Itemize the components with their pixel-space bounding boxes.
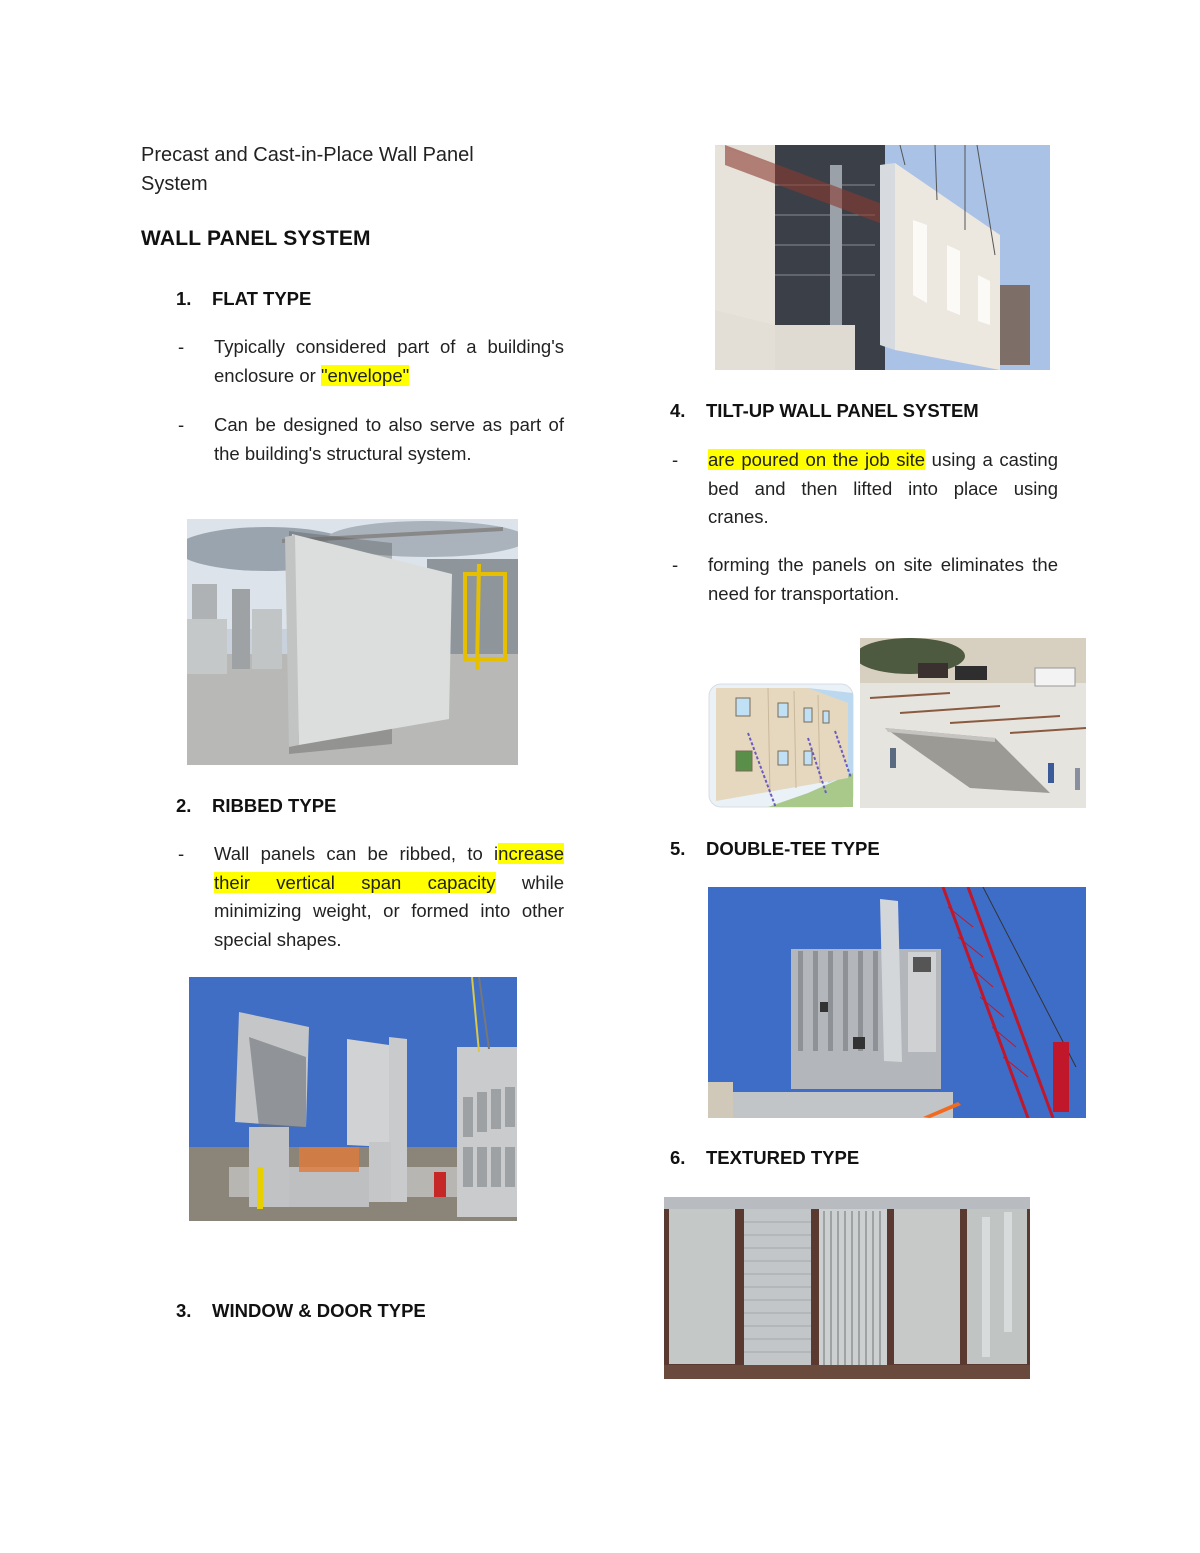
section-title: TEXTURED TYPE	[706, 1147, 860, 1168]
bullet-item	[176, 411, 564, 468]
bullet-item	[176, 840, 564, 954]
section-heading-textured-type	[670, 1147, 859, 1169]
flat-panel-photo	[187, 519, 518, 765]
section-heading-flat-type	[176, 288, 311, 310]
textured-panels-photo	[664, 1197, 1030, 1379]
section-number: 6.	[670, 1147, 686, 1168]
bullet-item	[670, 551, 1058, 608]
double-tee-photo	[708, 887, 1086, 1118]
section-title: WINDOW & DOOR TYPE	[212, 1300, 426, 1321]
tilt-up-photo	[860, 638, 1086, 808]
section-title: FLAT TYPE	[212, 288, 312, 309]
bullet-dash: -	[672, 449, 679, 470]
section-number: 1.	[176, 288, 192, 309]
bullet-dash: -	[178, 336, 185, 357]
highlighted-text: ncrease their vertical span capacity	[214, 843, 564, 893]
document-title-line1: Precast and Cast-in-Place Wall Panel	[141, 144, 474, 166]
bullet-dash: -	[178, 414, 185, 435]
section-heading-tilt-up	[670, 400, 979, 422]
highlighted-text: "envelope"	[320, 364, 410, 386]
main-heading: WALL PANEL SYSTEM	[141, 227, 371, 250]
section-number: 2.	[176, 795, 192, 816]
bullet-dash: -	[672, 554, 679, 575]
bullet-item	[670, 446, 1058, 532]
section-number: 3.	[176, 1300, 192, 1321]
section-number: 5.	[670, 838, 686, 859]
bullet-text: forming the panels on site eliminates the need for transportation.	[708, 554, 1058, 604]
bullet-text	[708, 446, 1058, 532]
section-heading-window-door-type	[176, 1300, 426, 1322]
bullet-text	[214, 333, 564, 390]
bullet-dash: -	[178, 843, 185, 864]
section-heading-double-tee	[670, 838, 880, 860]
bullet-text-plain: while minimizing weight, or formed into other special shapes.	[214, 871, 564, 950]
section-title: DOUBLE-TEE TYPE	[706, 838, 880, 859]
section-number: 4.	[670, 400, 686, 421]
highlighted-text: are poured on the job site	[708, 449, 926, 470]
ribbed-panel-photo	[189, 977, 517, 1221]
document-title-line2: System	[141, 173, 208, 195]
window-door-panel-photo	[715, 145, 1050, 370]
bullet-item	[176, 333, 564, 390]
section-heading-ribbed-type	[176, 795, 336, 817]
bullet-text-plain: Typically considered part of a building's enclosure or	[214, 336, 564, 386]
bullet-text-plain: Wall panels can be ribbed, to i	[214, 843, 499, 864]
bullet-text: Can be designed to also serve as part of the building's structural system.	[214, 414, 564, 464]
document-title	[141, 141, 541, 199]
bullet-text-plain: using a casting bed and then lifted into place using cranes.	[708, 449, 1058, 527]
section-title: TILT-UP WALL PANEL SYSTEM	[706, 400, 979, 421]
bullet-text	[214, 840, 564, 954]
tilt-up-diagram	[708, 683, 854, 808]
section-title: RIBBED TYPE	[212, 795, 337, 816]
